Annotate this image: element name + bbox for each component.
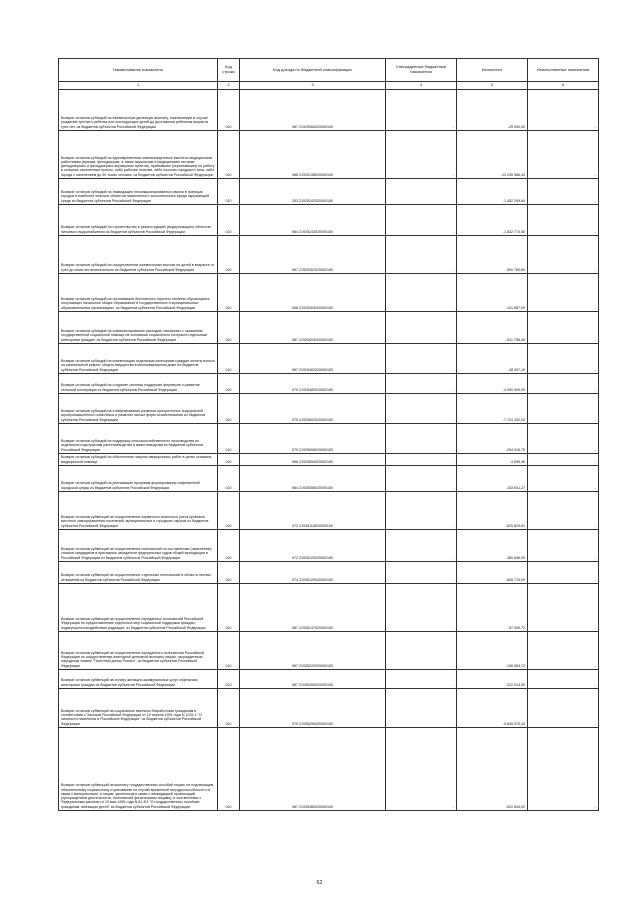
row-approved: -: [386, 728, 457, 811]
row-executed: -5 845 070,43: [457, 689, 528, 728]
table-row: [59, 274, 599, 312]
row-kbk: 072 21935118020000150: [240, 492, 386, 530]
row-executed: -380 646,00: [457, 530, 528, 562]
table-row: [59, 492, 599, 530]
row-code: 010: [218, 632, 240, 670]
row-kbk: 986 21925138020000150: [240, 131, 386, 179]
row-approved: -: [386, 584, 457, 632]
table-row: [59, 562, 599, 584]
row-name: Возврат остатков субсидий на строительство и реконструкцию (модернизацию) объектов питьевого водоснабжения из бюджетов субъектов Российской Федерации: [59, 205, 218, 236]
row-code: 010: [218, 466, 240, 492]
row-code: 010: [218, 562, 240, 584]
row-code: 010: [218, 312, 240, 344]
row-name: Возврат остатков субсидий на поддержку сельскохозяйственного производства по отдельным подотраслям растениеводства и животноводства из бюджетов субъектов Российской Федерации: [59, 424, 218, 454]
row-executed: -322 014,50: [457, 670, 528, 689]
row-code: 010: [218, 454, 240, 466]
row-kbk: 987 21935380020000150: [240, 728, 386, 811]
row-name: Возврат остатков субсидий на стимулирование развития приоритетных подотраслей агропромышленного комплекса и развитие малых форм хозяйствования из бюджетов субъектов Российской Федерации: [59, 394, 218, 424]
table-row: [59, 584, 599, 632]
row-approved: -: [386, 312, 457, 344]
row-code: 010: [218, 492, 240, 530]
table-row: [59, 632, 599, 670]
row-unexecuted: -: [528, 632, 599, 670]
row-unexecuted: -: [528, 374, 599, 394]
table-row: [59, 728, 599, 811]
table-row: [59, 205, 599, 236]
table-row: [59, 530, 599, 562]
row-executed: -1 832 774,50: [457, 205, 528, 236]
row-approved: -: [386, 236, 457, 274]
column-number: 1: [59, 82, 218, 90]
row-code: 010: [218, 236, 240, 274]
row-name: Возврат остатков субсидий на единовременные компенсационные выплаты медицинским работникам (врачам, фельдшерам, а также акушеркам и медицинским сестрам фельдшерских и фельдшерско-акушерских пунктов), прибывшим (переехавшим) на работу в сельские населенные пункты, либо рабочие поселки, либо поселки городского типа, либо города с населением до 50 тысяч человек, из бюджетов субъектов Российской Федерации: [59, 131, 218, 179]
row-unexecuted: -: [528, 394, 599, 424]
header-code: Код строки: [218, 59, 240, 82]
row-name: Возврат остатков субсидий на обеспечение закупки авиационных работ в целях оказания медицинской помощи: [59, 454, 218, 466]
row-kbk: 970 21935290020000150: [240, 689, 386, 728]
row-name: Возврат остатков субсидий на ежемесячную денежную выплату, назначаемую в случае рождения третьего ребенка или последующих детей до достижения ребенком возраста трех лет, из бюджетов субъектов Российской Федерации: [59, 90, 218, 131]
row-code: 010: [218, 530, 240, 562]
row-unexecuted: -: [528, 728, 599, 811]
row-approved: -: [386, 454, 457, 466]
row-kbk: 253 21925242020000150: [240, 179, 386, 205]
table-body: [59, 90, 599, 811]
header-name: Наименование показателя: [59, 59, 218, 82]
table-row: [59, 236, 599, 274]
row-approved: -: [386, 530, 457, 562]
row-code: 010: [218, 90, 240, 131]
column-number: 3: [240, 82, 386, 90]
row-unexecuted: -: [528, 562, 599, 584]
page-number: 62: [316, 880, 323, 886]
row-executed: -3 559,46: [457, 454, 528, 466]
row-code: 010: [218, 205, 240, 236]
row-code: 010: [218, 374, 240, 394]
row-name: Возврат остатков субвенций на выплату государственных пособий лицам, не подлежащим обязательному социальному страхованию на случай временной нетрудоспособности и в связи с материнством, и лицам, уволенным в связи с ликвидацией организаций (прекращением деятельности, полномочий физическими лицами), в соответствии с Федеральным законом от 19 мая 1995 года N 81-ФЗ "О государственных пособиях гражданам, имеющим детей" из бюджетов субъектов Российской Федерации: [59, 728, 218, 811]
row-name: Возврат остатков субсидий на создание системы поддержки фермеров и развитие сельской кооперации из бюджетов субъектов Российской Федерации: [59, 374, 218, 394]
table-row: [59, 90, 599, 131]
table-row: [59, 179, 599, 205]
header-unexecuted: Неисполненные назначения: [528, 59, 599, 82]
row-approved: -: [386, 205, 457, 236]
row-approved: -: [386, 274, 457, 312]
row-name: Возврат остатков субвенций на оплату жилищно-коммунальных услуг отдельным категориям граждан из бюджетов субъектов Российской Федерации: [59, 670, 218, 689]
row-kbk: 984 21925555020000150: [240, 466, 386, 492]
row-code: 010: [218, 670, 240, 689]
row-executed: -625 829,81: [457, 492, 528, 530]
row-code: 010: [218, 689, 240, 728]
row-executed: -531 844,02: [457, 728, 528, 811]
header-executed: Исполнено: [457, 59, 528, 82]
column-number: 5: [457, 82, 528, 90]
row-unexecuted: -: [528, 312, 599, 344]
row-approved: -: [386, 179, 457, 205]
row-approved: -: [386, 90, 457, 131]
row-kbk: 987 21935220020000150: [240, 632, 386, 670]
row-code: 010: [218, 274, 240, 312]
row-unexecuted: -: [528, 274, 599, 312]
row-unexecuted: -: [528, 689, 599, 728]
row-name: Возврат остатков субвенций на осуществление переданных полномочий Российской Федерации по предоставлению отдельных мер социальной поддержки граждан, подвергшихся воздействию радиации, из бюджетов субъектов Российской Федерации: [59, 584, 218, 632]
column-number: 6: [528, 82, 599, 90]
row-code: 010: [218, 131, 240, 179]
row-executed: -28 497,16: [457, 344, 528, 374]
row-unexecuted: -: [528, 90, 599, 131]
row-name: Возврат остатков субсидий на софинансирование расходов, связанных с оказанием государственной социальной помощи на основании социального контракта отдельным категориям граждан, из бюджетов субъектов Российской Федерации: [59, 312, 218, 344]
row-kbk: 987 21925404020000150: [240, 312, 386, 344]
row-code: 010: [218, 584, 240, 632]
table-row: [59, 454, 599, 466]
row-name: Возврат остатков субсидий на осуществление ежемесячных выплат на детей в возрасте от трех до семи лет включительно из бюджетов субъектов Российской Федерации: [59, 236, 218, 274]
row-name: Возврат остатков субвенций на социальные выплаты безработным гражданам в соответствии с Законом Российской Федерации от 19 апреля 1991 года N 1032-1 "О занятости населения в Российской Федерации" из бюджетов субъектов Российской Федерации: [59, 689, 218, 728]
row-name: Возврат остатков субвенций на осуществление отдельных полномочий в области лесных отношений из бюджетов субъектов Российской Федерации: [59, 562, 218, 584]
table-row: [59, 312, 599, 344]
report-sheet: [58, 58, 598, 811]
row-kbk: 987 21935137020000150: [240, 584, 386, 632]
row-approved: -: [386, 131, 457, 179]
table-row: [59, 344, 599, 374]
column-number: 4: [386, 82, 457, 90]
row-code: 010: [218, 394, 240, 424]
table-row: [59, 374, 599, 394]
row-executed: -106 963,72: [457, 632, 528, 670]
row-approved: -: [386, 424, 457, 454]
table-row: [59, 394, 599, 424]
row-approved: -: [386, 689, 457, 728]
row-kbk: 987 21935250020000150: [240, 670, 386, 689]
row-name: Возврат остатков субвенций на осуществление первичного воинского учета органами местного самоуправления поселений, муниципальных и городских округов из бюджетов субъектов Российской Федерации: [59, 492, 218, 530]
row-executed: -141 687,09: [457, 274, 528, 312]
row-unexecuted: -: [528, 424, 599, 454]
row-code: 010: [218, 179, 240, 205]
row-executed: -7 724 252,02: [457, 394, 528, 424]
row-code: 010: [218, 344, 240, 374]
row-executed: -294 916,75: [457, 424, 528, 454]
column-number: 2: [218, 82, 240, 90]
row-approved: -: [386, 632, 457, 670]
column-numbers-row: [59, 82, 599, 90]
row-name: Возврат остатков субвенций на осуществление переданного полномочия Российской Федерации по осуществлению ежегодной денежной выплаты лицам, награжденным нагрудным знаком "Почетный донор России", из бюджетов субъектов Российской Федерации: [59, 632, 218, 670]
row-executed: -153 641,27: [457, 466, 528, 492]
table-header: [59, 59, 599, 90]
row-approved: -: [386, 670, 457, 689]
row-name: Возврат остатков субсидий на реализацию программ формирования современной городской среды из бюджетов субъектов Российской Федерации: [59, 466, 218, 492]
row-name: Возврат остатков субвенций на осуществление полномочий по составлению (изменению) списков кандидатов в присяжные заседатели федеральных судов общей юрисдикции в Российской Федерации из бюджетов субъектов Российской Федерации: [59, 530, 218, 562]
row-executed: -4 000 000,00: [457, 374, 528, 394]
row-unexecuted: -: [528, 344, 599, 374]
row-executed: -97 509,72: [457, 584, 528, 632]
table-row: [59, 689, 599, 728]
row-kbk: 984 21925243020000150: [240, 205, 386, 236]
row-unexecuted: -: [528, 584, 599, 632]
row-executed: -1 452 249,84: [457, 179, 528, 205]
row-unexecuted: -: [528, 236, 599, 274]
row-approved: -: [386, 492, 457, 530]
row-approved: -: [386, 374, 457, 394]
row-approved: -: [386, 344, 457, 374]
row-kbk: 972 21935120020000150: [240, 530, 386, 562]
row-kbk: 075 21925502020000150: [240, 394, 386, 424]
table-row: [59, 131, 599, 179]
row-approved: -: [386, 466, 457, 492]
row-approved: -: [386, 394, 457, 424]
row-code: 010: [218, 424, 240, 454]
row-unexecuted: -: [528, 530, 599, 562]
row-unexecuted: -: [528, 131, 599, 179]
row-executed: -25 000,00: [457, 90, 528, 131]
row-executed: -511 796,40: [457, 312, 528, 344]
row-code: 010: [218, 728, 240, 811]
row-unexecuted: -: [528, 454, 599, 466]
table-row: [59, 424, 599, 454]
row-kbk: 075 21925508020000150: [240, 424, 386, 454]
row-kbk: 075 21925480020000150: [240, 374, 386, 394]
row-unexecuted: -: [528, 205, 599, 236]
row-name: Возврат остатков субсидий на организацию бесплатного горячего питания обучающихся, получающих начальное общее образование в государственных и муниципальных образовательных организациях, из бюджетов субъектов Российской Федерации: [59, 274, 218, 312]
row-name: Возврат остатков субсидий на ликвидацию несанкционированных свалок в границах городов и наиболее опасных объектов накопленного экологического вреда окружающей среде из бюджетов субъектов Российской Федерации: [59, 179, 218, 205]
row-approved: -: [386, 562, 457, 584]
row-kbk: 074 21935129020000150: [240, 562, 386, 584]
row-unexecuted: -: [528, 466, 599, 492]
table-row: [59, 670, 599, 689]
row-kbk: 068 21925304020000150: [240, 274, 386, 312]
row-kbk: 987 21925462020000150: [240, 344, 386, 374]
row-unexecuted: -: [528, 492, 599, 530]
row-executed: -845 715,09: [457, 562, 528, 584]
row-unexecuted: -: [528, 670, 599, 689]
budget-table: [58, 58, 599, 811]
header-approved: Утвержденные бюджетные назначения: [386, 59, 457, 82]
row-executed: -500 780,84: [457, 236, 528, 274]
row-executed: -13 245 586,44: [457, 131, 528, 179]
row-unexecuted: -: [528, 179, 599, 205]
row-kbk: 986 21925554020000150: [240, 454, 386, 466]
row-kbk: 987 21925084020000150: [240, 90, 386, 131]
header-kbk: Код дохода по бюджетной классификации: [240, 59, 386, 82]
table-row: [59, 466, 599, 492]
row-name: Возврат остатков субсидий на компенсацию отдельным категориям граждан оплаты взноса на капитальный ремонт общего имущества в многоквартирном доме из бюджетов субъектов Российской Федерации: [59, 344, 218, 374]
row-kbk: 987 21925302020000150: [240, 236, 386, 274]
